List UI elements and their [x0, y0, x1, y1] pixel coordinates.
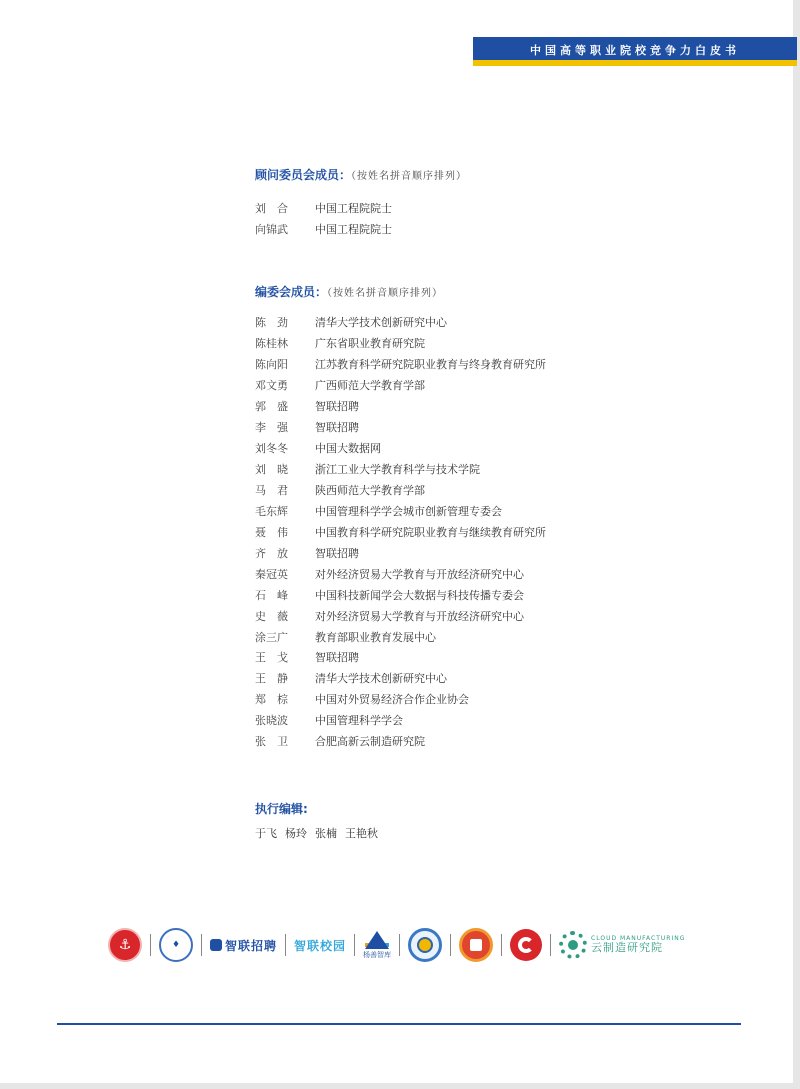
cloud-manufacturing-logo: [559, 931, 685, 959]
member-row: [255, 542, 546, 563]
member-name: 齐 放: [255, 546, 288, 560]
logo-divider: [450, 934, 451, 956]
logo-divider: [285, 934, 286, 956]
member-organization: 合肥高新云制造研究院: [315, 735, 425, 749]
zhaopin-logo: [210, 937, 277, 954]
logo-divider: [201, 934, 202, 956]
editorial-heading: [255, 283, 443, 300]
member-name: 郑 棕: [255, 693, 288, 707]
executive-editor-name: 王艳秋: [345, 827, 378, 840]
header-band: [473, 37, 797, 66]
member-name: 刘冬冬: [255, 442, 288, 456]
logo-divider: [399, 934, 400, 956]
logo-divider: [501, 934, 502, 956]
zhaopin-logo-text: 智联招聘: [225, 938, 278, 953]
member-row: [255, 312, 546, 333]
member-name: 王 静: [255, 672, 288, 686]
think-tank-logo: [363, 931, 391, 960]
editorial-heading-note: （按姓名拼音顺序排列）: [327, 288, 444, 299]
member-row: [255, 354, 546, 375]
member-organization: 陕西师范大学教育学部: [315, 483, 425, 497]
triangle-icon: [365, 931, 389, 949]
member-organization: 对外经济贸易大学教育与开放经济研究中心: [315, 609, 524, 623]
member-organization: 中国教育科学研究院职业教育与继续教育研究所: [315, 525, 546, 539]
member-row: [255, 605, 546, 626]
member-organization: 广西师范大学教育学部: [315, 379, 425, 393]
member-organization: 广东省职业教育研究院: [315, 337, 425, 351]
member-row: [255, 438, 546, 459]
member-name: 陈桂林: [255, 337, 288, 351]
member-row: [255, 521, 546, 542]
member-row: [255, 731, 546, 752]
logo-divider: [354, 934, 355, 956]
member-name: 毛东辉: [255, 504, 288, 518]
blue-circle-logo: ♦: [159, 928, 193, 962]
member-name: 马 君: [255, 483, 288, 497]
logo-divider: [150, 934, 151, 956]
executive-editor-name: 杨玲: [285, 827, 307, 840]
member-row: [255, 480, 546, 501]
member-organization: 对外经济贸易大学教育与开放经济研究中心: [315, 567, 524, 581]
member-row: [255, 563, 546, 584]
member-organization: 浙江工业大学教育科学与技术学院: [315, 463, 480, 477]
think-tank-label: 杨善智库: [363, 950, 392, 959]
member-row: [255, 198, 392, 219]
member-row: [255, 626, 546, 647]
member-name: 王 戈: [255, 651, 288, 665]
member-organization: 中国工程院院士: [315, 202, 392, 216]
member-name: 秦冠英: [255, 567, 288, 581]
partner-logos: [108, 925, 685, 965]
member-organization: 中国管理科学学会城市创新管理专委会: [315, 504, 502, 518]
member-name: 郭 盛: [255, 400, 288, 414]
member-name: 刘 合: [255, 202, 288, 216]
executive-editors-list: [255, 825, 386, 841]
member-organization: 中国对外贸易经济合作企业协会: [315, 693, 469, 707]
member-organization: 智联招聘: [315, 400, 359, 414]
member-row: [255, 396, 546, 417]
member-organization: 清华大学技术创新研究中心: [315, 672, 447, 686]
member-organization: 中国工程院院士: [315, 223, 392, 237]
member-name: 涂三广: [255, 630, 288, 644]
member-name: 邓文勇: [255, 379, 288, 393]
member-name: 聂 伟: [255, 525, 288, 539]
campus-logo-text: 智联校园: [294, 938, 347, 953]
member-name: 张 卫: [255, 735, 288, 749]
member-organization: 智联招聘: [315, 421, 359, 435]
member-row: [255, 689, 546, 710]
member-row: [255, 500, 546, 521]
campus-logo: [294, 937, 346, 954]
member-name: 陈向阳: [255, 358, 288, 372]
member-name: 史 薇: [255, 609, 288, 623]
zhaopin-mark-icon: [210, 939, 222, 951]
member-organization: 中国大数据网: [315, 442, 381, 456]
member-name: 陈 劲: [255, 316, 288, 330]
member-row: [255, 333, 546, 354]
cloud-logo-en: CLOUD MANUFACTURING: [591, 934, 686, 942]
member-row: [255, 710, 546, 731]
red-c-logo: [510, 929, 542, 961]
member-name: 张晓波: [255, 714, 288, 728]
member-organization: 清华大学技术创新研究中心: [315, 316, 447, 330]
red-seal-logo: ⚓: [108, 928, 142, 962]
orange-circle-logo: [459, 928, 493, 962]
executive-editor-name: 于飞: [255, 827, 277, 840]
cloud-logo-cn: 云制造研究院: [591, 941, 664, 955]
footer-rule: [57, 1023, 741, 1025]
executive-editor-name: 张楠: [315, 827, 337, 840]
member-row: [255, 647, 546, 668]
logo-divider: [550, 934, 551, 956]
member-row: [255, 417, 546, 438]
member-name: 李 强: [255, 421, 288, 435]
editorial-list: [255, 312, 546, 752]
member-organization: 教育部职业教育发展中心: [315, 630, 436, 644]
member-row: [255, 584, 546, 605]
member-row: [255, 219, 392, 240]
member-row: [255, 375, 546, 396]
member-row: [255, 668, 546, 689]
advisors-heading: [255, 166, 467, 183]
sky-circle-logo: [408, 928, 442, 962]
member-organization: 智联招聘: [315, 651, 359, 665]
member-organization: 中国科技新闻学会大数据与科技传播专委会: [315, 588, 524, 602]
member-row: [255, 459, 546, 480]
advisors-heading-label: 顾问委员会成员：: [255, 168, 352, 182]
header-title: 中国高等职业院校竞争力白皮书: [530, 44, 740, 57]
gear-icon: [559, 931, 587, 959]
editorial-heading-label: 编委会成员：: [255, 285, 328, 299]
executive-editors-heading: 执行编辑:: [255, 802, 308, 816]
member-organization: 江苏教育科学研究院职业教育与终身教育研究所: [315, 358, 546, 372]
member-organization: 智联招聘: [315, 546, 359, 560]
member-organization: 中国管理科学学会: [315, 714, 403, 728]
member-name: 刘 晓: [255, 463, 288, 477]
member-name: 石 峰: [255, 588, 288, 602]
member-name: 向锦武: [255, 223, 288, 237]
advisors-list: [255, 198, 392, 240]
advisors-heading-note: （按姓名拼音顺序排列）: [351, 171, 468, 182]
